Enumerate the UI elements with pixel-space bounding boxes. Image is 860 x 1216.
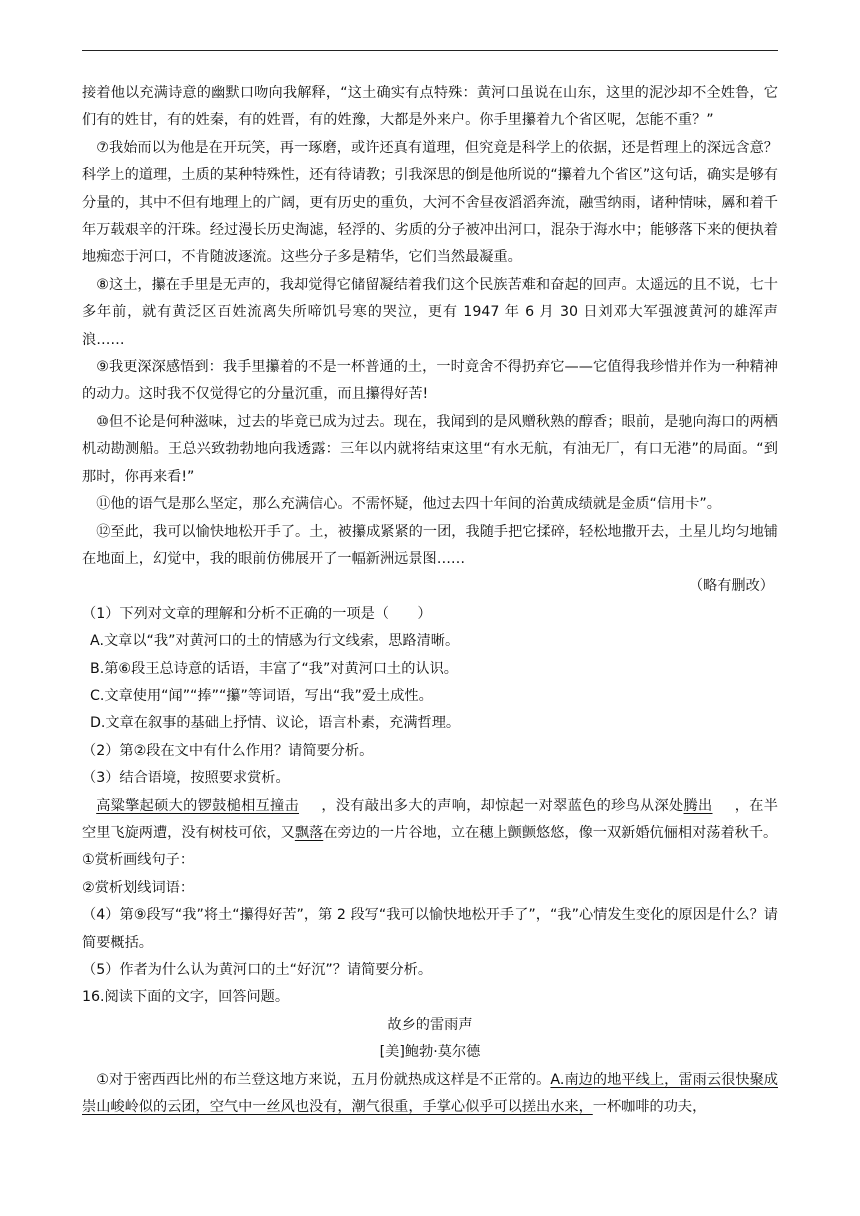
- passage-text-2: ，在半空里飞旋两遭，没有树枝可依，又: [82, 797, 778, 841]
- page-content: [82, 80, 778, 1121]
- article-p1-underlined: A.南边的地平线上，雷雨云很快聚成崇山峻岭似的云团，空气中一丝风也没有，潮气很重，手掌心似乎可以搓出水来，: [82, 1071, 778, 1116]
- paragraph-8: ⑧这土，攥在手里是无声的，我却觉得它储留凝结着我们这个民族苦难和奋起的回声。太遥远的且不说，七十多年前，就有黄泛区百姓流离失所啼饥号寒的哭泣，更有 1947 年 6 月 30 日刘邓大军强渡黄河的雄浑声浪……: [82, 276, 778, 348]
- passage-text-3: 在旁边的一片谷地，立在穗上颤颤悠悠，像一双新婚伉俪相对荡着秋千。: [323, 824, 778, 841]
- article-p1-end: 一杯咖啡的功夫，: [592, 1099, 707, 1116]
- header-rule: [82, 50, 778, 51]
- option-b: B.第⑥段王总诗意的话语，丰富了“我”对黄河口土的认识。: [90, 660, 458, 677]
- article-author: [美]鲍勃·莫尔德: [379, 1044, 481, 1061]
- question-3: （3）结合语境，按照要求赏析。: [82, 770, 290, 787]
- option-d: D.文章在叙事的基础上抒情、议论，语言朴素，充满哲理。: [90, 715, 461, 732]
- question-4: （4）第⑨段写“我”将土“攥得好苦”，第 2 段写“我可以愉快地松开手了”，“我”心情发生变化的原因是什么？请简要概括。: [82, 907, 778, 951]
- paragraph-9: ⑨我更深深感悟到：我手里攥着的不是一杯普通的土，一时竟舍不得扔弃它——它值得我珍惜并作为一种精神的动力。这时我不仅觉得它的分量沉重，而且攥得好苦!: [82, 359, 778, 403]
- paragraph-11: ⑪他的语气是那么坚定，那么充满信心。不需怀疑，他过去四十年间的治黄成绩就是金质“信用卡”。: [96, 496, 721, 513]
- question-3-1: ①赏析画线句子：: [82, 852, 195, 869]
- paragraph-10: ⑩但不论是何种滋味，过去的毕竟已成为过去。现在，我闻到的是风赠秋熟的醇香；眼前，是驰向海口的两栖机动勘测船。王总兴致勃勃地向我透露：三年以内就将结束这里“有水无航，有油无厂，有口无港”的局面。“到那时，你再来看!”: [82, 413, 778, 485]
- question-5: （5）作者为什么认为黄河口的土“好沉”？请简要分析。: [82, 962, 433, 978]
- question-2: （2）第②段在文中有什么作用？请简要分析。: [82, 742, 374, 759]
- question-3-passage: [82, 793, 778, 848]
- option-a: A.文章以“我”对黄河口的土的情感为行文线索，思路清晰。: [90, 633, 460, 650]
- question-3-2: ②赏析划线词语：: [82, 879, 195, 896]
- article-paragraph-1: [82, 1067, 778, 1122]
- underlined-sentence: 高粱擎起硕大的锣鼓槌相互撞击: [96, 797, 300, 814]
- underlined-word-piaoluo: 飘落: [294, 824, 324, 841]
- edit-note: （略有删改）: [688, 578, 774, 595]
- question-16-heading: 16.阅读下面的文字，回答问题。: [82, 989, 290, 1006]
- paragraph-12: ⑫至此，我可以愉快地松开手了。土，被攥成紧紧的一团，我随手把它揉碎，轻松地撒开去，土星儿均匀地铺在地面上，幻觉中，我的眼前仿佛展开了一幅新洲远景图……: [82, 523, 778, 567]
- question-1: （1）下列对文章的理解和分析不正确的一项是（ ）: [82, 605, 432, 622]
- underlined-word-tengchu: 腾出: [683, 797, 713, 814]
- passage-text-1: ，没有敲出多大的声响，却惊起一对翠蓝色的珍鸟从深处: [321, 797, 684, 814]
- option-c: C.文章使用“闻”“捧”“攥”等词语，写出“我”爱土成性。: [90, 687, 433, 704]
- paragraph-7: ⑦我始而以为他是在开玩笑，再一琢磨，或许还真有道理，但究竟是科学上的依据，还是哲理上的深远含意？科学上的道理，土质的某种特殊性，还有待请教；引我深思的倒是他所说的“攥着九个省区”这句话，确实是够有分量的，其中不但有地理上的广阔，更有历史的重负，大河不舍昼夜滔滔奔流，融雪纳雨，诸种情味，羼和着千年万载艰辛的汗珠。经过漫长历史淘滤，轻浮的、劣质的分子被冲出河口，混杂于海水中；能够落下来的便执着地痴恋于河口，不肯随波逐流。这些分子多是精华，它们当然最凝重。: [82, 139, 778, 266]
- article-title: 故乡的雷雨声: [387, 1016, 473, 1033]
- paragraph-6-tail: 接着他以充满诗意的幽默口吻向我解释，“这土确实有点特殊：黄河口虽说在山东，这里的泥沙却不全姓鲁，它们有的姓甘，有的姓秦，有的姓晋，有的姓豫，大都是外来户。你手里攥着九个省区呢，怎能不重？”: [82, 85, 778, 129]
- article-p1-start: ①对于密西西比州的布兰登这地方来说，五月份就热成这样是不正常的。: [96, 1071, 551, 1088]
